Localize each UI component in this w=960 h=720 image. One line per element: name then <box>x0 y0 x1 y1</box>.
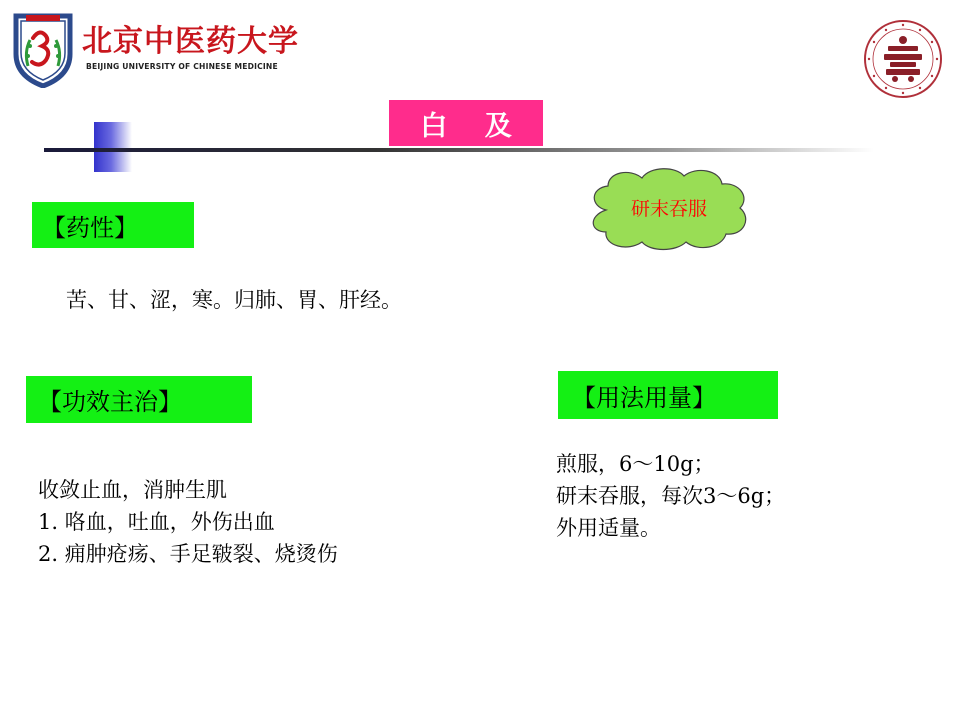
usage-heading <box>558 371 778 419</box>
usage-line: 研末吞服，每次3～6g； <box>556 484 786 508</box>
slide-title: 白 及 <box>420 110 526 142</box>
title-accent-block <box>94 122 132 172</box>
properties-heading <box>32 202 194 248</box>
efficacy-line: 1. 咯血，吐血，外伤出血 <box>38 510 275 534</box>
efficacy-line: 2. 痈肿疮疡、手足皲裂、烧烫伤 <box>38 542 338 566</box>
usage-line: 煎服，6～10g； <box>556 452 715 476</box>
university-name-english: BEIJING UNIVERSITY OF CHINESE MEDICINE <box>86 62 278 71</box>
slide-title-box <box>389 100 543 146</box>
efficacy-line: 收敛止血，消肿生肌 <box>38 478 227 502</box>
efficacy-heading <box>26 376 252 423</box>
properties-text: 苦、甘、涩，寒。归肺、胃、肝经。 <box>66 288 402 312</box>
efficacy-heading-label: 【功效主治】 <box>38 388 182 416</box>
title-divider-line <box>44 148 874 152</box>
properties-heading-label: 【药性】 <box>42 213 138 242</box>
usage-line: 外用适量。 <box>556 516 661 540</box>
usage-heading-label: 【用法用量】 <box>572 383 716 412</box>
university-name-chinese: 北京中医药大学 <box>82 24 299 59</box>
school-seal-icon <box>862 18 944 100</box>
university-emblem-icon <box>12 10 74 88</box>
cloud-callout-label: 研末吞服 <box>630 198 707 220</box>
